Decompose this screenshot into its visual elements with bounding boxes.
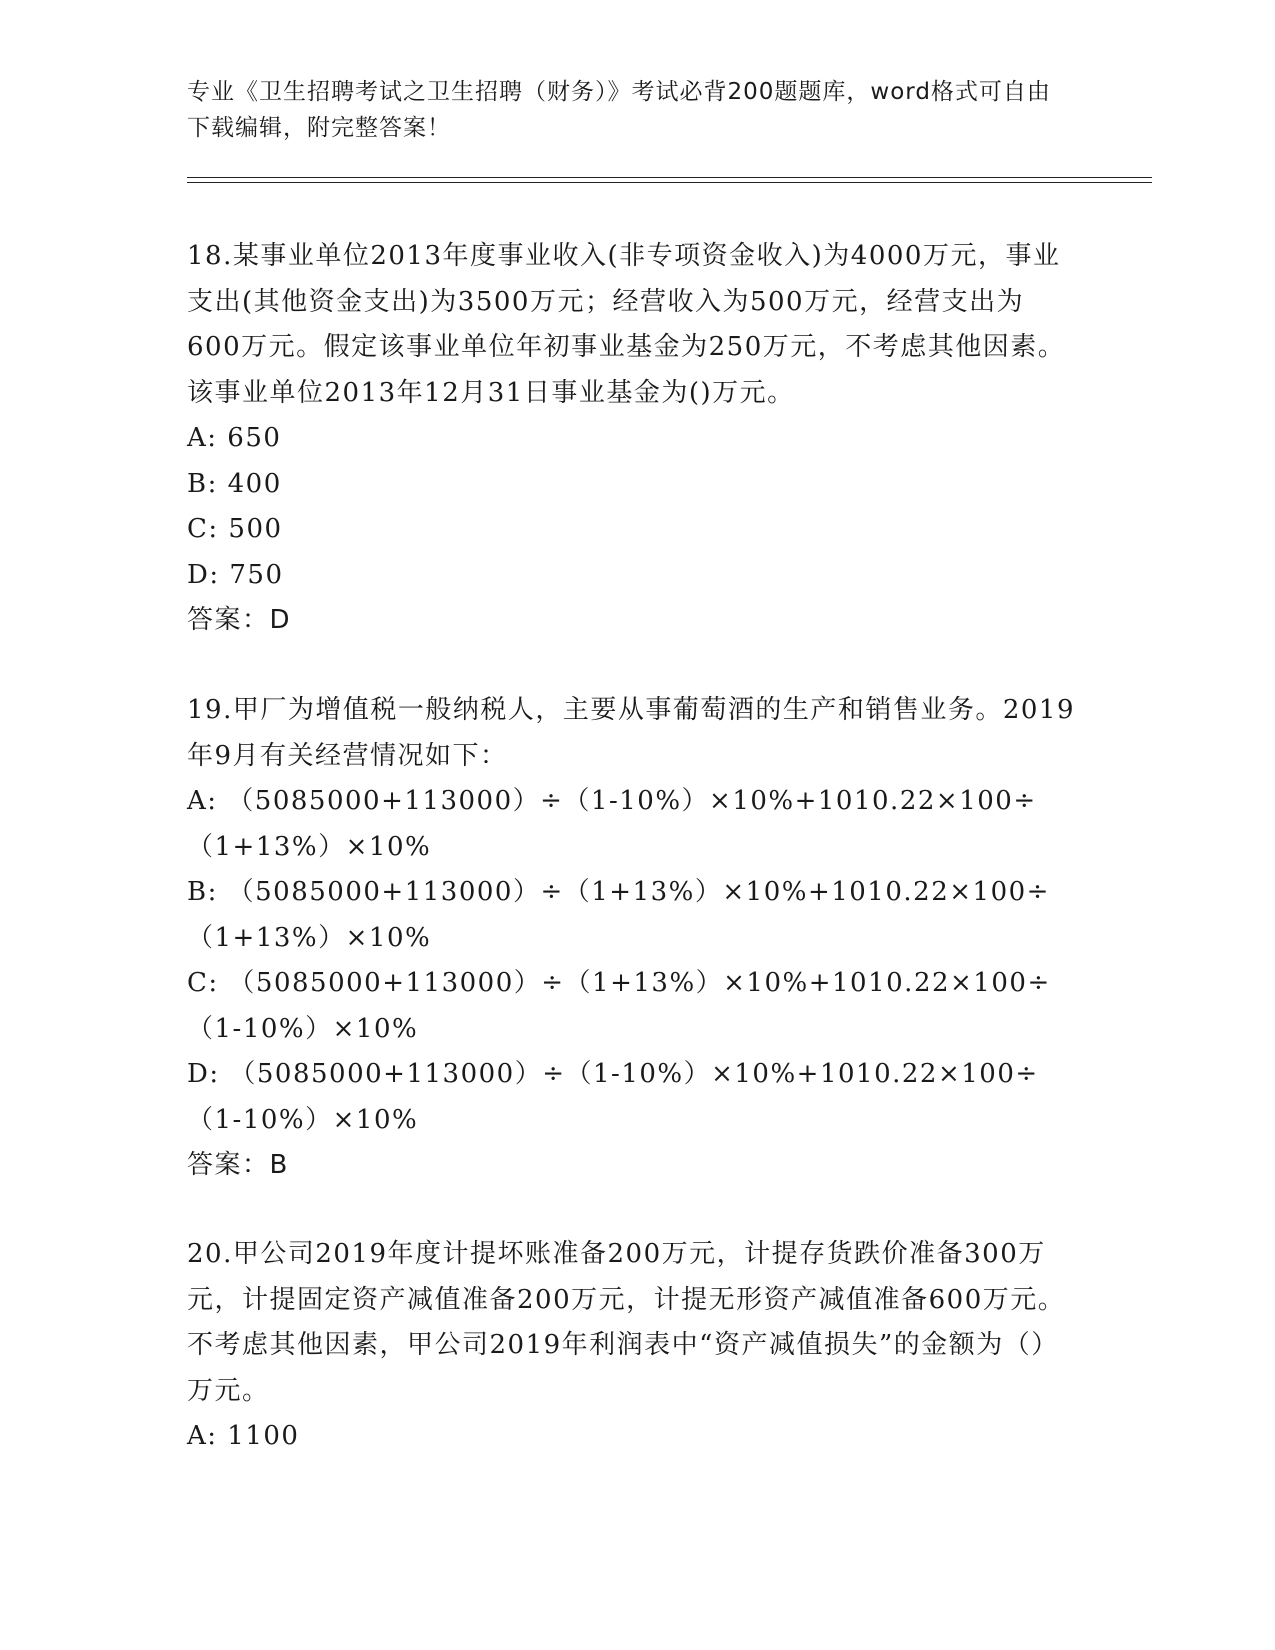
option-d: D: （5085000+113000）÷（1-10%）×10%+1010.22×100÷（1-10%）×10% [187,1059,1039,1135]
option-a: A: 650 [187,423,282,453]
option-a: A: （5085000+113000）÷（1-10%）×10%+1010.22×100÷（1+13%）×10% [187,786,1037,862]
option-a: A: 1100 [187,1421,300,1451]
option-c: C: （5085000+113000）÷（1+13%）×10%+1010.22×100÷（1-10%）×10% [187,968,1051,1044]
option-d: D: 750 [187,559,284,590]
header-rule-top [187,177,1152,178]
question-20 [187,1232,1077,1460]
question-stem: 18.某事业单位2013年度事业收入(非专项资金收入)为4000万元，事业支出(其他资金支出)为3500万元；经营收入为500万元，经营支出为600万元。假定该事业单位年初事业基金为250万元，不考虑其他因素。该事业单位2013年12月31日事业基金为()万元。 [187,241,1066,408]
option-c: C: 500 [187,514,283,544]
document-header: 专业《卫生招聘考试之卫生招聘（财务）》考试必背200题题库，word格式可自由下载编辑，附完整答案！ [187,79,1051,141]
question-stem: 20.甲公司2019年度计提坏账准备200万元，计提存货跌价准备300万元，计提固定资产减值准备200万元，计提无形资产减值准备600万元。不考虑其他因素，甲公司2019年利润表中“资产减值损失”的金额为（）万元。 [187,1239,1066,1406]
question-stem: 19.甲厂为增值税一般纳税人，主要从事葡萄酒的生产和销售业务。2019年9月有关经营情况如下： [187,695,1076,771]
answer-line: 答案：D [187,605,292,635]
answer-line: 答案：B [187,1150,289,1180]
question-19 [187,688,1077,1189]
question-18 [187,234,1077,644]
option-b: B: （5085000+113000）÷（1+13%）×10%+1010.22×100÷（1+13%）×10% [187,877,1050,953]
header-rule-bottom [187,182,1152,183]
option-b: B: 400 [187,468,282,499]
